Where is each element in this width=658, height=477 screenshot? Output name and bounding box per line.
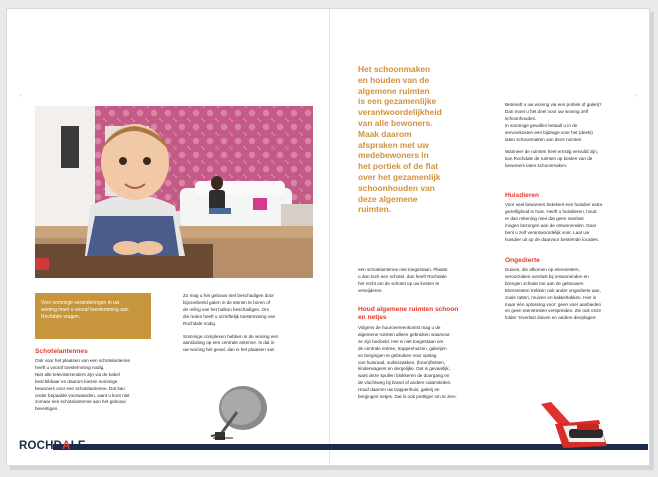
text-line: beschikbaar en daarom kiezen sommige [35, 378, 118, 384]
text-line: bergingen netjes. Dat is ook prettiger om te zien. [358, 394, 457, 400]
quote-line: over het gezamenlijk [358, 171, 441, 182]
text-line: onder bepaalde voorwaarden, want u kunt niet [35, 392, 130, 398]
heading-line: Houd algemene ruimten schoon [358, 306, 459, 313]
text-line: zoals ratten, muizen en kakkerlakken. Hier is [505, 294, 597, 300]
text-line: ze zijn bedoeld. Het is niet toegestaan om [358, 338, 444, 344]
text-line: servicekosten een bijdrage voor het (deels) [505, 129, 593, 135]
text-line: bevestigen. [35, 406, 59, 412]
quote-line: Maak daarom [358, 128, 412, 139]
text-line: en bergingen te gebruiken voor opslag [358, 352, 437, 358]
callout-box [35, 293, 151, 339]
dustpan-brush-icon [539, 402, 619, 452]
text-line: er dan rekening mee dat geen overlast [505, 215, 584, 221]
portiek-text [505, 102, 602, 170]
text-line: bewoners laten schoonmaken. [505, 163, 568, 169]
text-line: zomaar een schotelantenne aan het gebouw [35, 399, 126, 405]
page-fold [329, 9, 330, 465]
text-line: Etensresten trekken ook ander ongedierte aan, [505, 287, 601, 293]
quote-line: algemene ruimten [358, 85, 430, 96]
rochdale-logo [19, 440, 86, 452]
houd-text [358, 325, 457, 401]
text-line: verwijderen. [358, 287, 383, 293]
text-line: de reling van het balkon beschadigen. Om [183, 306, 270, 312]
quote-line: van alle bewoners. [358, 117, 433, 128]
schotel-continued-text [358, 267, 447, 295]
huisdieren-text [505, 202, 602, 243]
huisdieren-heading: Huisdieren [505, 192, 540, 199]
schotel-text [35, 358, 130, 413]
quote-line: het portiek of de flat [358, 161, 439, 172]
text-line: Sommige complexen hebben in de woning een [183, 333, 279, 339]
text-line: maar één oplossing voor: geen voer aanbieden [505, 301, 602, 307]
logo-a-accent: A [62, 440, 71, 452]
schotel-heading: Schotelantennes [35, 348, 88, 355]
text-line: want deze spullen blokkeren de doorgang en [358, 373, 450, 379]
text-line: Rochdale nodig. [183, 320, 217, 326]
text-line: een schotelantenne niet toegestaan. Plaatst [358, 267, 448, 272]
text-line: bent u zelf verantwoordelijk voor. Laat uw [505, 229, 590, 235]
quote-line: afspraken met uw [358, 139, 429, 150]
text-line: Dan moet u het deel voor uw woning zelf [505, 108, 588, 114]
ongedierte-heading: Ongedierte [505, 257, 540, 264]
text-line: gezelligheid in huis. Heeft u huisdieren, houd [505, 208, 597, 214]
text-line: mogen bezorgen aan de omwonenden. Daar [505, 222, 597, 228]
quote-line: schoonhouden van [358, 182, 435, 193]
houd-heading [358, 306, 458, 322]
logo-text: LE [70, 440, 86, 452]
antenna-text [183, 293, 279, 354]
text-line: Niet alle televisiezenders zijn via de kabel [35, 371, 120, 377]
text-line: laten schoonmaken van deze ruimten. [505, 136, 583, 142]
text-line: huisdier uit op de daarvoor bestemde locaties. [505, 236, 599, 242]
text-line: de vluchtweg bij brand of andere calamiteiten. [358, 380, 452, 386]
crop-mark-left: ‹ [20, 93, 22, 99]
child-photo [35, 106, 313, 278]
text-line: Betreedt u uw woning via een portiek of galerij? [505, 102, 602, 107]
text-line: bewoners voor een schotelantenne. Dat kan [35, 385, 125, 391]
quote-line: verantwoordelijkheid [358, 107, 442, 118]
ongedierte-text [505, 267, 601, 322]
brochure-spread [6, 8, 650, 466]
text-line: veroorzaken overlast bij omwonenden en [505, 273, 589, 279]
text-line: brengen schade toe aan de gebouwen. [505, 280, 585, 286]
logo-text: ROCHD [19, 440, 63, 452]
text-line: aansluiting op een centrale antenne. Is dat in [183, 340, 275, 346]
text-line: uw woning het geval, dan is het plaatsen van [183, 347, 275, 353]
callout-line: Voor sommige veranderingen in uw [41, 300, 120, 306]
callout-line: Rochdale vragen. [41, 314, 81, 320]
quote-line: deze algemene [358, 193, 418, 204]
quote-line: en houden van de [358, 74, 430, 85]
quote-line: Het schoonmaken [358, 64, 431, 74]
callout-line: woning moet u vooraf toestemming aan [41, 307, 129, 313]
text-line: Zo mag u het gebouw niet beschadigen door [183, 293, 274, 298]
text-line: kinderwagens en dergelijke. Dat is gevaarlijk, [358, 366, 450, 372]
text-line: Volgens de huurovereenkomst mag u de [358, 325, 441, 330]
text-line: Voor veel bewoners betekent een huisdier extra [505, 202, 603, 207]
text-line: Houd daarom uw trappenhuis, galerij en [358, 387, 440, 393]
text-line: en geen etensresten verspreiden. Zie ook onze [505, 308, 602, 314]
text-line: u dan toch een schotel, dan heeft Rochdale [358, 273, 447, 279]
heading-line: en netjes [358, 314, 387, 321]
pull-quote [358, 64, 488, 215]
text-line: heeft u vooraf toestemming nodig. [35, 364, 105, 370]
quote-line: is een gezamenlijke [358, 96, 437, 107]
text-line: het recht om de schotel op uw kosten te [358, 280, 440, 286]
text-line: Ook voor het plaatsen van een schotelantenne [35, 358, 131, 363]
crop-mark-right: › [635, 93, 637, 99]
text-line: van huisraad, vuilniszakken, (brom)fietsen, [358, 359, 446, 365]
text-line: bijvoorbeeld gaten in de stenen te boren of [183, 299, 271, 305]
text-line: In sommige gevallen betaalt u in de [505, 122, 578, 128]
text-line: algemene ruimten alleen gebruiken waarvoor [358, 331, 450, 337]
text-line: Duiven, die afkomen op etensresten, [505, 267, 580, 272]
text-line: de centrale entree, trappenhuizen, galerijen [358, 345, 447, 351]
text-line: folder 'Overlast duiven en andere dierplagen'. [505, 315, 598, 321]
text-line: Wanneer de ruimten heel ernstig vervuild zijn, [505, 149, 599, 155]
text-line: schoonhouden. [505, 115, 537, 121]
satellite-dish-icon [207, 382, 271, 444]
text-line: kan Rochdale de ruimten op kosten van de [505, 156, 593, 162]
quote-line: ruimten. [358, 204, 392, 215]
quote-line: medebewoners in [358, 150, 429, 161]
text-line: die reden heeft u schriftelijk toestemming van [183, 313, 276, 319]
